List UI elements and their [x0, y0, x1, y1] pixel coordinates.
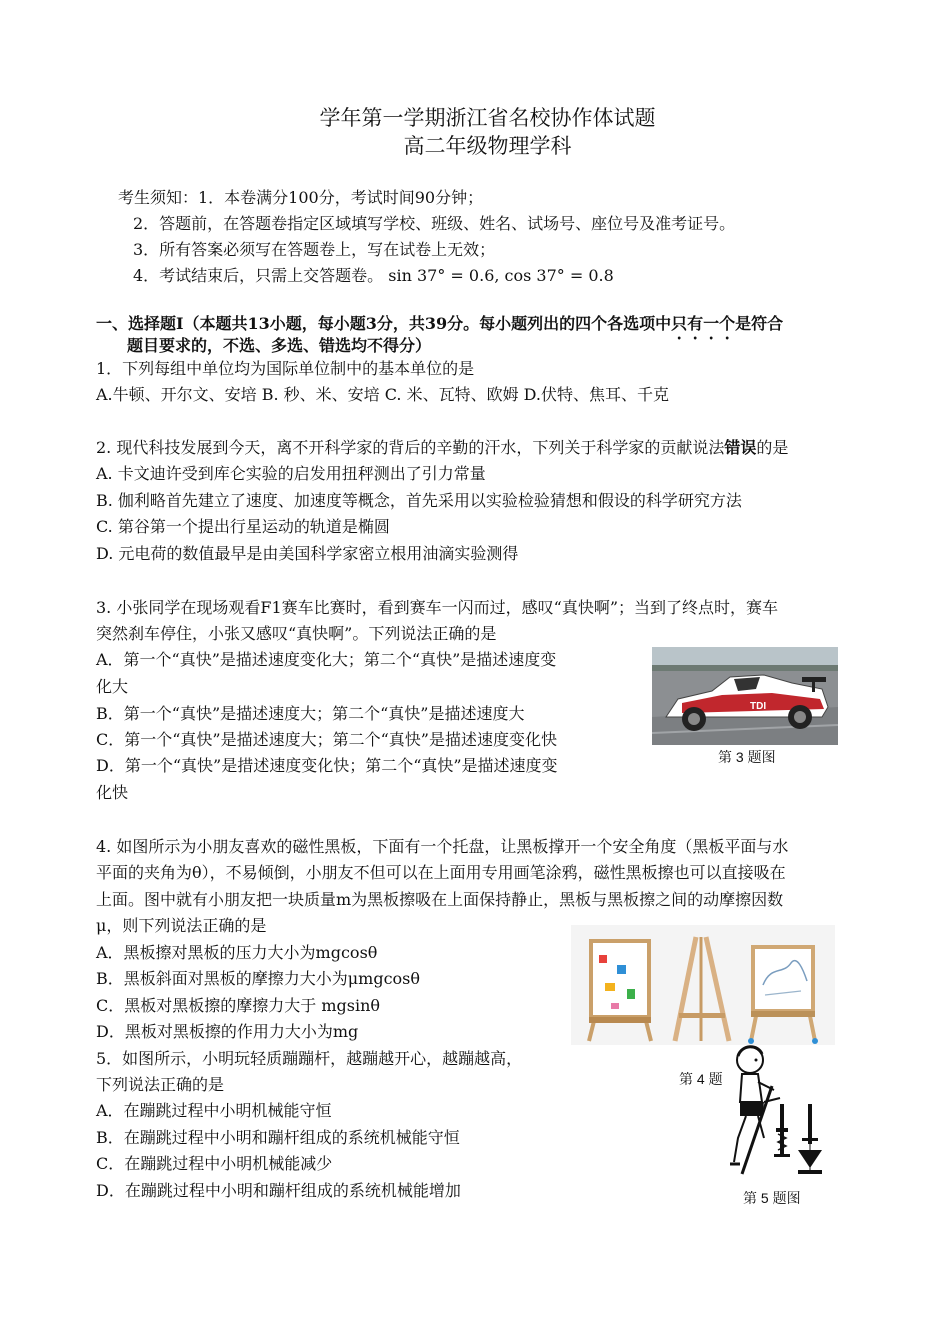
- q3-option-d-1: D．第一个“真快”是措述速度变化快；第二个“真快”是描述速度变: [96, 756, 558, 775]
- notice-line-2: 2．答题前，在答题卷指定区域填写学校、班级、姓名、试场号、座位号及准考证号。: [133, 214, 736, 233]
- section-heading-line-2: 题目要求的，不选、多选、错选均不得分）: [127, 336, 432, 355]
- q5-option-c: C．在蹦跳过程中小明机械能减少: [96, 1154, 333, 1173]
- race-car-illustration: [652, 647, 838, 745]
- section-heading-emphasis: 只有一个: [671, 314, 736, 333]
- q4-option-c: C．黑板对黑板擦的摩擦力大于 mgsinθ: [96, 996, 381, 1015]
- q3-option-c: C．第一个“真快”是描述速度大；第二个“真快”是描述速度变化快: [96, 730, 557, 749]
- q4-stem-3: 上面。图中就有小朋友把一块质量m为黑板擦吸在上面保持静止，黑板与黑板擦之间的动摩擦因数: [96, 890, 784, 909]
- notice-line-1: 考生须知：1．本卷满分100分，考试时间90分钟；: [118, 188, 484, 207]
- notice-line-4: 4．考试结束后，只需上交答题卷。 sin 37° = 0.6, cos 37° = 0.8: [133, 266, 614, 285]
- q2-stem-b: 的是: [756, 438, 789, 457]
- q2-option-d: D. 元电荷的数值最早是由美国科学家密立根用油滴实验测得: [96, 544, 519, 563]
- q1-options: A.牛顿、开尔文、安培 B. 秒、米、安培 C. 米、瓦特、欧姆 D.伏特、焦耳、千克: [96, 385, 670, 404]
- page-title: 学年第一学期浙江省名校协作体试题: [319, 106, 656, 130]
- easel-illustration: [571, 925, 835, 1045]
- q2-stem-a: 2. 现代科技发展到今天，离不开科学家的背后的辛勤的汗水，下列关于科学家的贡献说法: [96, 438, 725, 457]
- q3-option-b: B．第一个“真快”是描述速度大；第二个“真快”是描述速度大: [96, 704, 525, 723]
- q2-stem: [96, 435, 788, 458]
- notice-line-3: 3．所有答案必须写在答题卷上，写在试卷上无效；: [133, 240, 496, 259]
- q5-figure-caption: 第 5 题图: [743, 1190, 801, 1206]
- section-heading-b: 是符合: [735, 314, 784, 333]
- q5-option-a: A．在蹦跳过程中小明机械能守恒: [96, 1101, 332, 1120]
- q4-option-b: B．黑板斜面对黑板的摩擦力大小为μmgcosθ: [96, 969, 421, 988]
- q2-option-c: C. 第谷第一个提出行星运动的轨道是椭圆: [96, 517, 390, 536]
- easel-image: [571, 925, 835, 1045]
- q5-stem-1: 5．如图所示，小明玩轻质蹦蹦杆，越蹦越开心，越蹦越高，: [96, 1049, 523, 1068]
- q5-stem-2: 下列说法正确的是: [96, 1075, 225, 1094]
- q3-option-d-2: 化快: [96, 783, 129, 802]
- q4-figure-caption: 第 4 题: [679, 1071, 723, 1087]
- q5-option-b: B．在蹦跳过程中小明和蹦杆组成的系统机械能守恒: [96, 1128, 460, 1147]
- q2-stem-bold: 错误: [724, 438, 757, 457]
- q4-stem-4: μ，则下列说法正确的是: [96, 916, 267, 935]
- page-subtitle: 高二年级物理学科: [403, 134, 572, 158]
- q3-figure-caption: 第 3 题图: [718, 749, 776, 765]
- q1-stem: 1．下列每组中单位均为国际单位制中的基本单位的是: [96, 359, 475, 378]
- q3-stem-1: 3. 小张同学在现场观看F1赛车比赛时，看到赛车一闪而过，感叹“真快啊”；当到了终点时，赛车: [96, 598, 778, 617]
- race-car-image: [652, 647, 838, 745]
- q4-stem-1: 4. 如图所示为小朋友喜欢的磁性黑板，下面有一个托盘，让黑板撑开一个安全角度（黑板平面与水: [96, 837, 789, 856]
- section-heading-a: 一、选择题Ⅰ（本题共13小题，每小题3分，共39分。每小题列出的四个各选项中: [96, 314, 672, 333]
- q4-stem-2: 平面的夹角为θ），不易倾倒，小朋友不但可以在上面用专用画笔涂鸦，磁性黑板擦也可以直接吸在: [96, 863, 786, 882]
- q2-option-b: B. 伽利略首先建立了速度、加速度等概念，首先采用以实验检验猜想和假设的科学研究方法: [96, 491, 742, 510]
- q4-option-a: A．黑板擦对黑板的压力大小为mgcosθ: [96, 943, 378, 962]
- q3-option-a-2: 化大: [96, 677, 129, 696]
- q3-stem-2: 突然刹车停住，小张又感叹“真快啊”。下列说法正确的是: [96, 624, 497, 643]
- q4-option-d: D．黑板对黑板擦的作用力大小为mg: [96, 1022, 359, 1041]
- car-number-text: TDI: [750, 701, 767, 712]
- pogo-stick-illustration: [718, 1042, 838, 1182]
- q5-option-d: D．在蹦跳过程中小明和蹦杆组成的系统机械能增加: [96, 1181, 461, 1200]
- q2-option-a: A. 卡文迪许受到库仑实验的启发用扭秤测出了引力常量: [96, 464, 486, 483]
- q3-option-a-1: A．第一个“真快”是描述速度变化大；第二个“真快”是描述速度变: [96, 650, 557, 669]
